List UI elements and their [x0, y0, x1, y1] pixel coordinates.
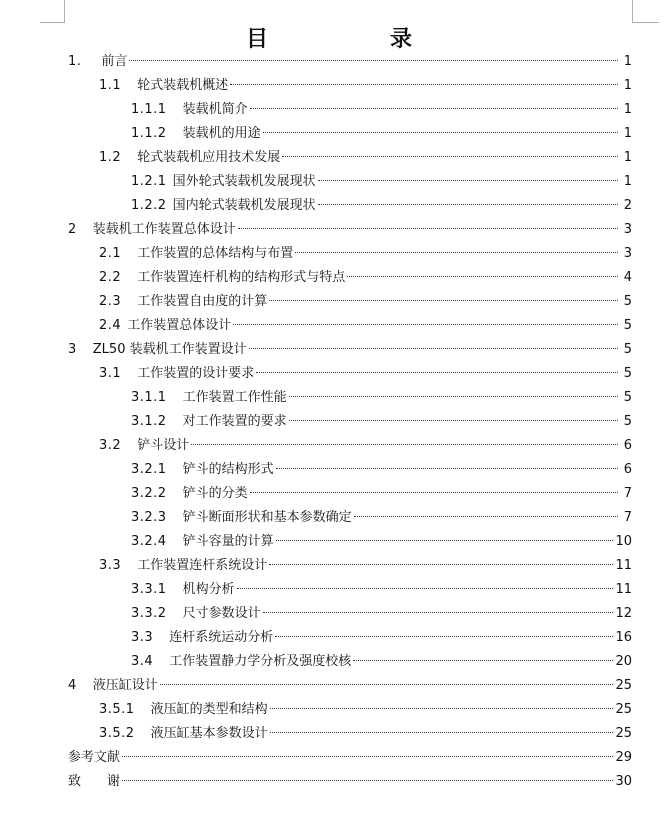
toc-entry[interactable] [68, 74, 632, 98]
toc-entry-leader [122, 780, 613, 781]
table-of-contents [68, 50, 632, 794]
toc-entry-number: 4 [68, 678, 77, 693]
toc-entry[interactable] [68, 290, 632, 314]
toc-entry-number: 3.1.2 [131, 414, 167, 429]
toc-entry-text: 铲斗的结构形式 [182, 462, 274, 477]
toc-entry-page: 7 [623, 510, 632, 525]
toc-entry-leader [230, 84, 618, 85]
toc-entry[interactable] [68, 770, 632, 794]
toc-entry-text: ZL50 装载机工作装置设计 [92, 342, 247, 357]
toc-entry-leader [270, 708, 614, 709]
toc-entry-text: 铲斗断面形状和基本参数确定 [182, 510, 352, 525]
toc-entry-page: 25 [615, 726, 632, 741]
toc-entry-leader [263, 132, 618, 133]
toc-entry-leader [270, 732, 614, 733]
toc-entry-number: 3.3 [99, 558, 122, 573]
toc-entry-page: 11 [615, 582, 632, 597]
toc-entry-text: 致 谢 [68, 774, 121, 789]
toc-entry-text: 铲斗容量的计算 [182, 534, 274, 549]
toc-entry-number: 1.1.2 [131, 126, 167, 141]
toc-entry-page: 5 [623, 342, 632, 357]
toc-entry-page: 3 [623, 246, 632, 261]
toc-entry-leader [269, 564, 613, 565]
page-corner-mark-top-right [632, 0, 659, 23]
toc-entry-page: 5 [623, 390, 632, 405]
toc-entry[interactable] [68, 746, 632, 770]
toc-entry-page: 6 [623, 438, 632, 453]
toc-entry-text: 工作装置静力学分析及强度校核 [169, 654, 352, 669]
toc-entry-text: 工作装置连杆机构的结构形式与特点 [137, 270, 346, 285]
toc-entry-leader [295, 252, 618, 253]
toc-entry-text: 工作装置工作性能 [182, 390, 287, 405]
toc-entry-text: 工作装置自由度的计算 [137, 294, 268, 309]
toc-entry-page: 5 [623, 318, 632, 333]
toc-entry[interactable] [68, 554, 632, 578]
toc-entry-text: 装载机的用途 [182, 126, 261, 141]
toc-entry[interactable] [68, 650, 632, 674]
toc-entry-text: 液压缸的类型和结构 [150, 702, 268, 717]
toc-entry-text: 工作装置的总体结构与布置 [137, 246, 294, 261]
toc-entry-page: 5 [623, 294, 632, 309]
toc-entry-leader [238, 228, 618, 229]
toc-entry-leader [282, 156, 618, 157]
toc-entry[interactable] [68, 722, 632, 746]
toc-entry-number: 2.3 [99, 294, 122, 309]
toc-entry-leader [269, 300, 618, 301]
toc-entry-leader [191, 444, 618, 445]
toc-entry-leader [160, 684, 614, 685]
toc-entry[interactable] [68, 530, 632, 554]
toc-entry[interactable] [68, 458, 632, 482]
toc-entry[interactable] [68, 386, 632, 410]
toc-entry-page: 6 [623, 462, 632, 477]
toc-entry-number: 1.2 [99, 150, 122, 165]
toc-entry[interactable] [68, 434, 632, 458]
toc-entry-page: 11 [615, 558, 632, 573]
toc-entry-leader [318, 204, 618, 205]
toc-entry-leader [289, 396, 618, 397]
toc-entry-number: 2.2 [99, 270, 122, 285]
toc-entry-page: 25 [615, 678, 632, 693]
toc-entry-leader [276, 540, 614, 541]
toc-entry-text: 装载机简介 [182, 102, 248, 117]
toc-entry-leader [347, 276, 618, 277]
toc-entry[interactable] [68, 122, 632, 146]
toc-entry-page: 1 [623, 150, 632, 165]
toc-entry[interactable] [68, 314, 632, 338]
toc-entry[interactable] [68, 482, 632, 506]
toc-entry-number: 3.4 [131, 654, 154, 669]
toc-entry-number: 3.1.1 [131, 390, 167, 405]
toc-entry-number: 3 [68, 342, 77, 357]
toc-entry-number: 3.2.1 [131, 462, 167, 477]
toc-entry[interactable] [68, 50, 632, 74]
toc-entry-text: 轮式装载机概述 [137, 78, 229, 93]
toc-entry-page: 1 [623, 54, 632, 69]
toc-entry-leader [233, 324, 618, 325]
toc-entry-page: 29 [615, 750, 632, 765]
toc-entry-text: 装载机工作装置总体设计 [92, 222, 236, 237]
toc-entry-text: 工作装置连杆系统设计 [137, 558, 268, 573]
toc-entry-page: 2 [623, 198, 632, 213]
toc-entry-leader [237, 588, 614, 589]
toc-entry-text: 国内轮式装载机发展现状 [172, 198, 316, 213]
toc-entry-leader [276, 468, 618, 469]
toc-entry-number: 3.5.2 [99, 726, 135, 741]
toc-entry-text: 工作装置的设计要求 [137, 366, 255, 381]
toc-entry-page: 16 [615, 630, 632, 645]
toc-entry-text: 液压缸设计 [92, 678, 158, 693]
toc-entry-text: 参考文献 [68, 750, 121, 765]
toc-entry-leader [318, 180, 618, 181]
toc-entry-page: 1 [623, 102, 632, 117]
toc-entry-page: 12 [615, 606, 632, 621]
toc-entry-text: 连杆系统运动分析 [169, 630, 274, 645]
toc-entry-number: 1.2.1 [131, 174, 167, 189]
toc-entry-leader [353, 660, 613, 661]
toc-entry[interactable] [68, 578, 632, 602]
toc-entry-number: 3.2.3 [131, 510, 167, 525]
toc-entry[interactable] [68, 194, 632, 218]
toc-entry-number: 2.4 [99, 318, 122, 333]
toc-entry-number: 3.3.2 [131, 606, 167, 621]
toc-entry-number: 3.3.1 [131, 582, 167, 597]
toc-entry-text: 机构分析 [182, 582, 235, 597]
toc-entry-number: 1. [68, 54, 82, 69]
toc-entry[interactable] [68, 602, 632, 626]
toc-entry[interactable] [68, 626, 632, 650]
toc-entry[interactable] [68, 698, 632, 722]
toc-entry-number: 2.1 [99, 246, 122, 261]
toc-entry-text: 国外轮式装载机发展现状 [172, 174, 316, 189]
toc-entry-leader [275, 636, 613, 637]
toc-entry-page: 30 [615, 774, 632, 789]
toc-entry-text: 液压缸基本参数设计 [150, 726, 268, 741]
toc-entry-number: 3.2.4 [131, 534, 167, 549]
toc-entry-number: 3.5.1 [99, 702, 135, 717]
toc-entry[interactable] [68, 218, 632, 242]
toc-entry-text: 尺寸参数设计 [182, 606, 261, 621]
toc-entry-page: 20 [615, 654, 632, 669]
toc-entry-text: 工作装置总体设计 [127, 318, 232, 333]
toc-entry-page: 7 [623, 486, 632, 501]
toc-entry-leader [129, 60, 618, 61]
toc-entry-leader [250, 492, 618, 493]
toc-entry[interactable] [68, 146, 632, 170]
toc-entry-number: 3.2.2 [131, 486, 167, 501]
toc-entry-page: 25 [615, 702, 632, 717]
toc-entry-leader [122, 756, 613, 757]
toc-entry-page: 10 [615, 534, 632, 549]
toc-entry-number: 3.3 [131, 630, 154, 645]
page-corner-mark-top-left [40, 0, 65, 23]
toc-entry[interactable] [68, 410, 632, 434]
toc-entry-page: 1 [623, 78, 632, 93]
toc-entry-text: 铲斗设计 [137, 438, 190, 453]
toc-entry-text: 铲斗的分类 [182, 486, 248, 501]
toc-entry-text: 对工作装置的要求 [182, 414, 287, 429]
toc-entry-page: 5 [623, 366, 632, 381]
toc-entry-number: 1.1 [99, 78, 122, 93]
toc-entry-leader [256, 372, 618, 373]
toc-entry-leader [263, 612, 614, 613]
toc-entry-leader [249, 348, 618, 349]
toc-entry-number: 3.1 [99, 366, 122, 381]
toc-entry[interactable] [68, 170, 632, 194]
toc-entry[interactable] [68, 506, 632, 530]
toc-entry-leader [289, 420, 618, 421]
toc-entry[interactable] [68, 674, 632, 698]
toc-entry[interactable] [68, 362, 632, 386]
toc-entry-page: 4 [623, 270, 632, 285]
toc-entry[interactable] [68, 242, 632, 266]
toc-entry-number: 1.1.1 [131, 102, 167, 117]
toc-entry-leader [250, 108, 618, 109]
toc-entry-page: 1 [623, 174, 632, 189]
toc-entry-leader [354, 516, 618, 517]
toc-entry[interactable] [68, 338, 632, 362]
toc-entry[interactable] [68, 98, 632, 122]
toc-title: 目 录 [245, 27, 438, 52]
toc-entry[interactable] [68, 266, 632, 290]
toc-entry-page: 1 [623, 126, 632, 141]
toc-entry-number: 2 [68, 222, 77, 237]
toc-entry-page: 5 [623, 414, 632, 429]
toc-entry-number: 1.2.2 [131, 198, 167, 213]
toc-entry-page: 3 [623, 222, 632, 237]
toc-entry-text: 轮式装载机应用技术发展 [137, 150, 281, 165]
toc-entry-number: 3.2 [99, 438, 122, 453]
toc-entry-text: 前言 [101, 54, 128, 69]
